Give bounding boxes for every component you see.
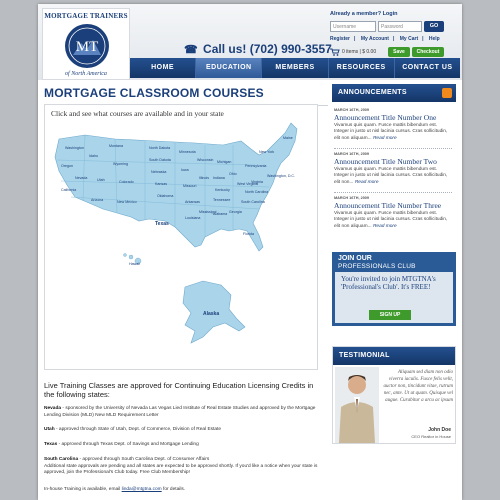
map-label-utah[interactable]: Utah — [97, 178, 105, 182]
map-label-nevada[interactable]: Nevada — [75, 176, 88, 180]
nav-members[interactable]: MEMBERS — [262, 58, 328, 78]
password-input[interactable]: Password — [378, 21, 422, 32]
inhouse-tail: for details. — [161, 487, 186, 492]
announcement-date: MARCH 16TH, 2009 — [334, 108, 370, 112]
map-label-south-dakota[interactable]: South Dakota — [149, 158, 171, 162]
link-divider: | — [422, 36, 424, 42]
nav-resources[interactable]: RESOURCES — [329, 58, 395, 78]
username-input[interactable]: Username — [330, 21, 376, 32]
announcement-excerpt: Vivamus quis quam. Fusce mattis bibendum est. Integer in justo ut nisl lacinia cursus. Cras sollicitudin, elit non aliquam... — [334, 123, 448, 141]
map-label-minnesota[interactable]: Minnesota — [179, 150, 196, 154]
nav-contact-us[interactable]: CONTACT US — [402, 64, 453, 71]
map-caption: Click and see what courses are available and in your state — [51, 109, 224, 118]
cart-icon[interactable] — [330, 48, 340, 56]
approval-text: - approved through South Carolina Dept. of Consumer Affairs — [78, 457, 210, 462]
map-label-west-virginia[interactable]: West Virginia — [237, 182, 259, 186]
map-label-washington[interactable]: Washington — [65, 146, 84, 150]
nav-education[interactable]: EDUCATION — [196, 58, 262, 78]
phone-callout — [184, 42, 332, 56]
announcement-excerpt: Vivamus quis quam. Fusce mattis bibendum est. Integer in justo ut nisl lacinia cursus. Cras sollicitudin, elit non... — [334, 167, 448, 185]
approval-text: - sponsored by the University of Nevada Las Vegas Lied Institute of Real Estate Studies and approved by the Mortgage Lending Division (MLD) New MLD Requirement Letter — [44, 406, 316, 418]
approval-south-carolina — [44, 457, 324, 477]
announcement-date: MARCH 16TH, 2009 — [334, 196, 370, 200]
approval-intro: Live Training Classes are approved for Continuing Education Licensing Credits in the following states: — [44, 381, 314, 399]
login-title: Already a member? Login — [330, 11, 398, 17]
phone-label: Call us! — [203, 42, 247, 56]
us-state-map — [44, 104, 318, 370]
my-account-link[interactable]: My Account — [360, 36, 389, 42]
main-content — [44, 84, 328, 500]
map-label-south-carolina[interactable]: South Carolina — [241, 200, 265, 204]
approval-utah — [44, 427, 324, 434]
register-link[interactable]: Register — [330, 36, 351, 42]
testimonial-quote: Aliquam sed diam non odio viverra iaculis. Fusce felis velit, auctor non, tincidunt vitae, rutrum nec, ante. Ut ut quam. Quisque vel augue. Curabitur a arcu ac ipsum — [383, 370, 453, 403]
map-label-arizona[interactable]: Arizona — [91, 198, 104, 202]
announcement-body — [334, 123, 452, 142]
person-photo-icon — [335, 367, 379, 443]
save-button[interactable]: Save — [388, 47, 410, 57]
sign-up-button[interactable]: SIGN UP — [369, 310, 411, 320]
approval-pending-text: Additional state approvals are pending and all states are expected to be approved shortly. If you'd like a notice when your state is approved, join the Professional's Club today. Free Club Membership! — [44, 463, 318, 476]
map-label-louisiana[interactable]: Louisiana — [185, 216, 201, 220]
my-cart-link[interactable]: My Cart — [399, 36, 419, 42]
announcement-item — [334, 152, 452, 186]
testimonial-header: TESTIMONIAL — [333, 347, 455, 365]
join-panel — [335, 272, 453, 323]
map-label-wyoming[interactable]: Wyoming — [113, 162, 128, 166]
map-label-alaska[interactable]: Alaska — [203, 311, 220, 317]
announcement-excerpt: Vivamus quis quam. Fusce mattis bibendum est. Integer in justo ut nisl lacinia cursus. Cras sollicitudin, elit non aliquam... — [334, 211, 448, 229]
map-contiguous-us — [55, 123, 297, 251]
announcement-item — [334, 196, 452, 230]
page-title: MORTGAGE CLASSROOM COURSES — [44, 84, 328, 106]
approval-text: - approved through Texas Dept. of Savings and Mortgage Lending — [57, 442, 199, 447]
map-label-north-dakota[interactable]: North Dakota — [149, 146, 171, 150]
announcements-header — [332, 84, 456, 102]
link-divider: | — [354, 36, 356, 42]
map-label-alabama[interactable]: Alabama — [213, 212, 228, 216]
announcement-body — [334, 167, 452, 186]
join-header — [338, 255, 416, 270]
map-label-idaho[interactable]: Idaho — [89, 154, 98, 158]
announcement-title[interactable]: Announcement Title Number One — [334, 113, 437, 122]
us-map-graphic — [45, 105, 319, 371]
approval-text: - approved through State of Utah, Dept. of Commerce, Division of Real Estate — [54, 427, 222, 432]
map-label-virginia[interactable]: Virginia — [251, 180, 263, 184]
announcement-body — [334, 211, 452, 230]
read-more-link[interactable]: Read more — [372, 135, 397, 141]
map-label-kansas[interactable]: Kansas — [155, 182, 167, 186]
map-label-pennsylvania[interactable]: Pennsylvania — [245, 164, 267, 168]
announcement-title[interactable]: Announcement Title Number Three — [334, 201, 442, 210]
map-label-mississippi[interactable]: Mississippi — [199, 210, 217, 214]
logo-top-text: MORTGAGE TRAINERS — [44, 12, 128, 20]
map-label-colorado[interactable]: Colorado — [119, 180, 134, 184]
join-invite-text: You're invited to join MTGTNA's 'Professional's Club'. It's FREE! — [341, 275, 436, 292]
map-label-iowa[interactable]: Iowa — [181, 168, 189, 172]
help-link[interactable]: Help — [428, 36, 440, 42]
announcement-divider — [334, 148, 452, 149]
inhouse-training — [44, 487, 324, 494]
testimonial-role: CEO Realtor in House — [411, 434, 451, 439]
announcements-title: ANNOUNCEMENTS — [338, 89, 407, 96]
approval-state: Texas — [44, 442, 58, 447]
nav-home[interactable]: HOME — [130, 58, 196, 78]
inhouse-text: In-house Training is available, email — [44, 487, 122, 492]
read-more-link[interactable]: Read more — [372, 223, 397, 229]
map-label-new-york[interactable]: New York — [259, 150, 275, 154]
map-label-tennessee[interactable]: Tennessee — [213, 198, 231, 202]
map-label-california[interactable]: California — [61, 188, 77, 192]
map-label-north-carolina[interactable]: North Carolina — [245, 190, 269, 194]
rss-icon[interactable] — [442, 88, 452, 98]
map-label-florida[interactable]: Florida — [243, 232, 254, 236]
map-label-new-mexico[interactable]: New Mexico — [117, 200, 137, 204]
account-links — [330, 36, 460, 42]
login-go-button[interactable]: GO — [424, 21, 444, 32]
map-label-michigan[interactable]: Michigan — [217, 160, 232, 164]
map-label-kentucky[interactable]: Kentucky — [215, 188, 230, 192]
map-label-maine[interactable]: Maine — [283, 136, 293, 140]
map-label-wisconsin[interactable]: Wisconsin — [197, 158, 214, 162]
logo-monogram: MT — [75, 39, 99, 55]
map-label-oklahoma[interactable]: Oklahoma — [157, 194, 174, 198]
map-label-oregon[interactable]: Oregon — [61, 164, 73, 168]
link-divider: | — [392, 36, 395, 42]
approval-state: Utah — [44, 427, 55, 432]
logo-bottom-text: of North America — [65, 71, 107, 77]
site-header — [38, 4, 462, 80]
map-label-montana[interactable]: Montana — [109, 144, 123, 148]
map-label-indiana[interactable]: Indiana — [213, 176, 225, 180]
announcement-divider — [334, 192, 452, 193]
approval-state: Nevada — [44, 406, 62, 411]
phone-number: (702) 990-3557 — [249, 42, 332, 56]
map-label-texas[interactable]: Texas — [155, 221, 169, 227]
join-line2: PROFESSIONALS CLUB — [338, 262, 416, 270]
testimonial-name: John Doe — [428, 427, 451, 433]
announcement-date: MARCH 16TH, 2009 — [334, 152, 370, 156]
map-label-hawaii[interactable]: Hawaii — [129, 262, 140, 266]
checkout-button[interactable]: Checkout — [412, 47, 444, 57]
main-nav — [130, 58, 460, 78]
inhouse-email-link[interactable]: linda@mtgtna.com — [121, 487, 162, 492]
map-label-ohio[interactable]: Ohio — [229, 172, 237, 176]
approval-texas — [44, 442, 324, 449]
announcement-item — [334, 108, 452, 142]
site-logo[interactable] — [42, 8, 130, 80]
approval-nevada — [44, 406, 324, 419]
approval-state: South Carolina — [44, 457, 79, 462]
testimonial-box — [332, 346, 456, 444]
announcement-title[interactable]: Announcement Title Number Two — [334, 157, 437, 166]
professionals-club-box — [332, 252, 456, 326]
map-label-nebraska[interactable]: Nebraska — [151, 170, 167, 174]
map-label-arkansas[interactable]: Arkansas — [185, 200, 200, 204]
page-container — [38, 4, 462, 500]
phone-icon: ☎ — [184, 44, 198, 56]
cart-summary: 0 items | $ 0.00 — [342, 49, 377, 55]
map-label-illinois[interactable]: Illinois — [199, 176, 209, 180]
member-login — [330, 11, 460, 55]
join-line1: JOIN OUR — [338, 255, 372, 262]
map-label-georgia[interactable]: Georgia — [229, 210, 242, 214]
map-label-missouri[interactable]: Missouri — [183, 184, 197, 188]
read-more-link[interactable]: Read more — [354, 179, 379, 185]
map-label-washington-dc[interactable]: Washington, D.C. — [267, 174, 296, 178]
